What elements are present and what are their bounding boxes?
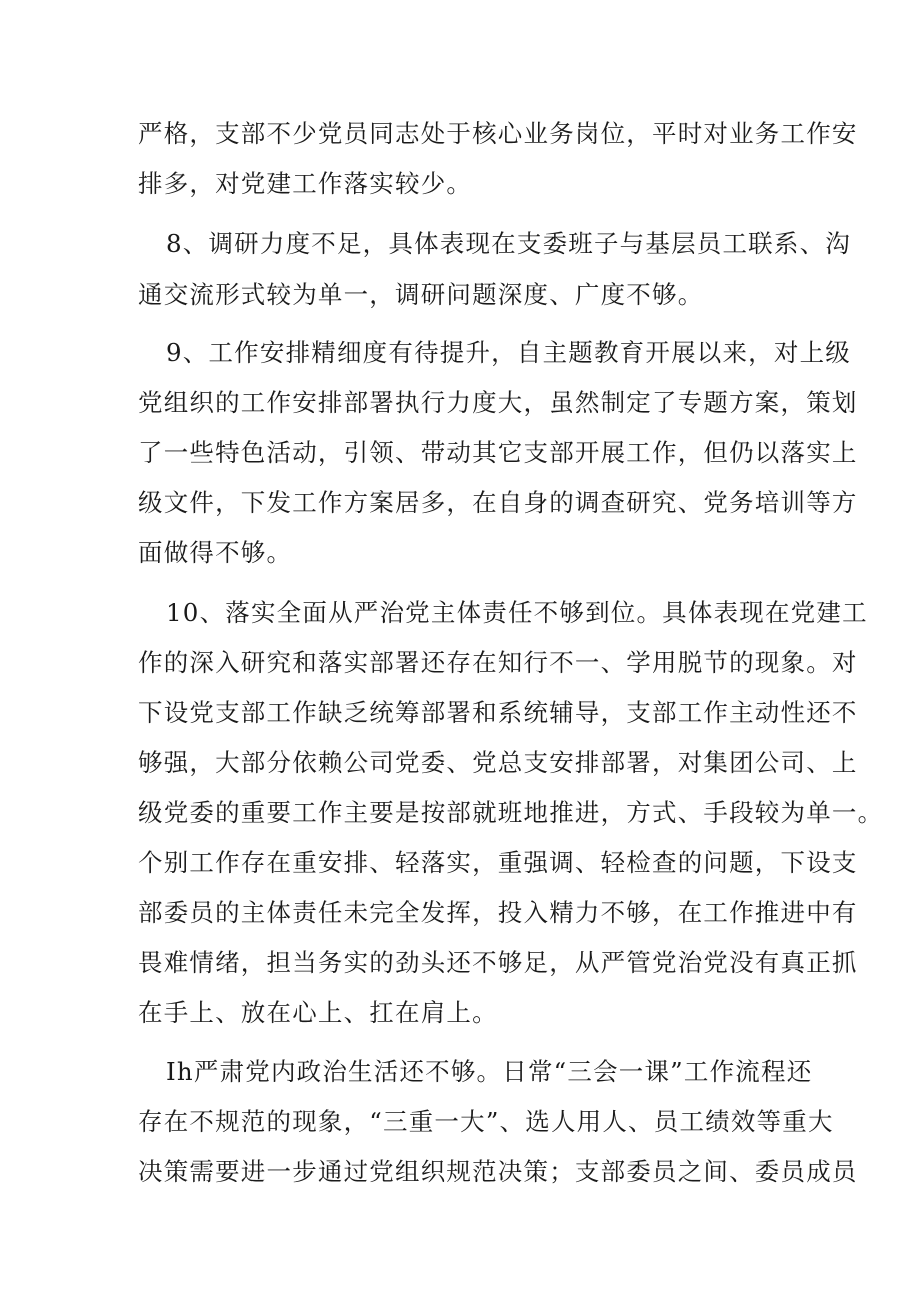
text-line: 决策需要进一步通过党组织规范决策；支部委员之间、委员成员 [138, 1157, 858, 1186]
text-line: 9、工作安排精细度有待提升，自主题教育开展以来，对上级 [166, 338, 851, 367]
text-line: Ih严肃党内政治生活还不够。日常“三会一课”工作流程还 [166, 1057, 813, 1086]
text-line: 面做得不够。 [138, 538, 293, 567]
text-line: 通交流形式较为单一，调研问题深度、广度不够。 [138, 280, 704, 309]
text-line: 够强，大部分依赖公司党委、党总支安排部署，对集团公司、上 [138, 748, 858, 777]
text-line: 畏难情绪，担当务实的劲头还不够足，从严管党治党没有真正抓 [138, 948, 858, 977]
text-line: 个别工作存在重安排、轻落实，重强调、轻检查的问题，下设支 [138, 848, 858, 877]
text-line: 存在不规范的现象，“三重一大”、选人用人、员工绩效等重大 [138, 1107, 834, 1136]
text-line: 排多，对党建工作落实较少。 [138, 169, 473, 198]
text-line: 在手上、放在心上、扛在肩上。 [138, 998, 498, 1027]
text-line: 10、落实全面从严治党主体责任不够到位。具体表现在党建工 [166, 598, 868, 627]
text-line: 了一些特色活动，引领、带动其它支部开展工作，但仍以落实上 [138, 438, 858, 467]
text-line: 级党委的重要工作主要是按部就班地推进，方式、手段较为单一。 [138, 798, 884, 827]
text-line: 严格，支部不少党员同志处于核心业务岗位，平时对业务工作安 [138, 119, 858, 148]
text-line: 党组织的工作安排部署执行力度大，虽然制定了专题方案，策划 [138, 388, 858, 417]
text-line: 部委员的主体责任未完全发挥，投入精力不够，在工作推进中有 [138, 898, 858, 927]
text-line: 下设党支部工作缺乏统筹部署和系统辅导，支部工作主动性还不 [138, 698, 858, 727]
text-line: 作的深入研究和落实部署还存在知行不一、学用脱节的现象。对 [138, 648, 858, 677]
text-line: 8、调研力度不足，具体表现在支委班子与基层员工联系、沟 [166, 229, 851, 258]
text-line: 级文件，下发工作方案居多，在自身的调查研究、党务培训等方 [138, 488, 858, 517]
